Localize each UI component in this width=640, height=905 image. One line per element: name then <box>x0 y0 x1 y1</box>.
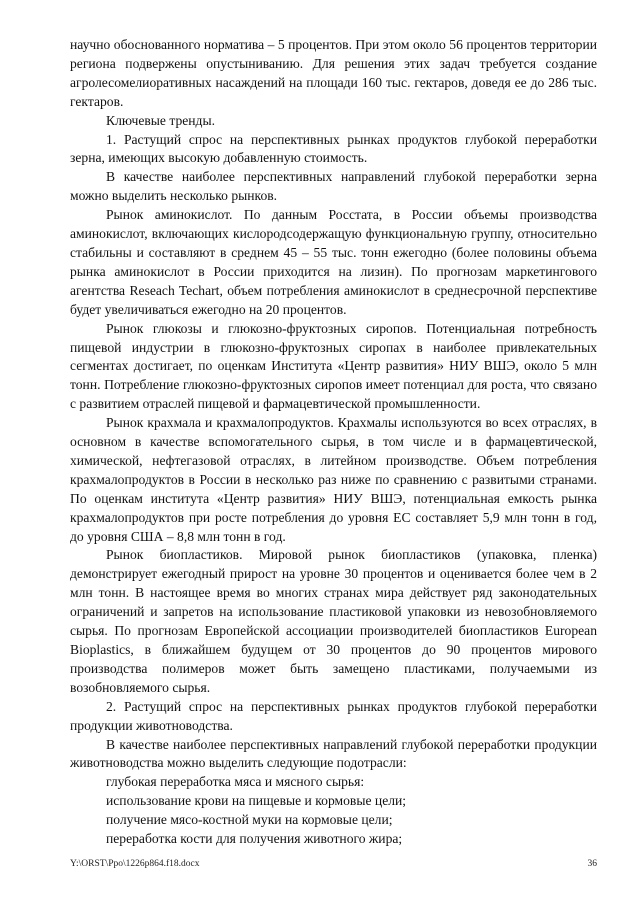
paragraph-grain-directions: В качестве наиболее перспективных направлений глубокой переработки зерна можно выделить несколько рынков. <box>70 169 597 204</box>
paragraph-trend-1: 1. Растущий спрос на перспективных рынках продуктов глубокой переработки зерна, имеющих высокую добавленную стоимость. <box>70 131 597 166</box>
file-path: Y:\ORST\Ppo\1226p864.f18.docx <box>70 859 200 869</box>
paragraph-continuation: научно обоснованного норматива – 5 процентов. При этом около 56 процентов территории региона подвержены опустыниванию. Для решения этих задач требуется создание агролесомелиоративных насаждений на площади 160 тыс. гектаров, доведя ее до 286 тыс. гектаров. <box>70 37 597 109</box>
list-item: использование крови на пищевые и кормовые цели; <box>106 793 407 809</box>
list-item: получение мясо-костной муки на кормовые цели; <box>106 812 393 828</box>
list-item: глубокая переработка мяса и мясного сырья: <box>106 774 365 790</box>
paragraph-trend-2: 2. Растущий спрос на перспективных рынках продуктов глубокой переработки продукции животноводства. <box>70 698 597 733</box>
list-item: переработка кости для получения животного жира; <box>106 831 403 847</box>
page-number: 36 <box>587 859 597 869</box>
document-body <box>70 36 597 849</box>
paragraph-livestock-directions: В качестве наиболее перспективных направлений глубокой переработки продукции животноводства можно выделить следующие подотрасли: <box>70 736 597 771</box>
paragraph-starch-market: Рынок крахмала и крахмалопродуктов. Крахмалы используются во всех отраслях, в основном в качестве вспомогательного сырья, в том числе и в фармацевтической, химической, нефтегазовой отраслях, в литейном производстве. Объем потребления крахмалопродуктов в России в несколько раз ниже по сравнению с развитыми странами. По оценкам института «Центр развития» НИУ ВШЭ, потенциальная емкость рынка крахмалопродуктов при росте потребления до уровня ЕС составляет 5,9 млн тонн в год, до уровня США – 8,8 млн тонн в год. <box>70 415 597 544</box>
paragraph-glucose-market: Рынок глюкозы и глюкозно-фруктозных сиропов. Потенциальная потребность пищевой индустрии в глюкозно-фруктозных сиропах в наиболее привлекательных сегментах достигает, по оценкам Института «Центр развития» НИУ ВШЭ, около 5 млн тонн. Потребление глюкозно-фруктозных сиропов имеет потенциал для роста, что связано с развитием отраслей пищевой и фармацевтической промышленности. <box>70 320 597 412</box>
paragraph-amino-acids-market: Рынок аминокислот. По данным Росстата, в России объемы производства аминокислот, включающих кислородсодержащую функциональную группу, относительно стабильны и составляют в среднем 45 – 55 тыс. тонн ежегодно (более половины объема рынка аминокислот в России приходится на лизин). По прогнозам маркетингового агентства Reseach Techart, объем потребления аминокислот в среднесрочной перспективе будет увеличиваться ежегодно на 20 процентов. <box>70 207 597 317</box>
paragraph-bioplastics-market: Рынок биопластиков. Мировой рынок биопластиков (упаковка, пленка) демонстрирует ежегодный прирост на уровне 30 процентов и оценивается более чем в 2 млн тонн. В настоящее время во многих странах мира действует ряд законодательных ограничений и запретов на использование пластиковой упаковки из невозобновляемого сырья. По прогнозам Европейской ассоциации производителей биопластиков European Bioplastics, в ближайшем будущем от 30 процентов до 90 процентов мирового производства полимеров может быть замещено пластиками, получаемыми из возобновляемого сырья. <box>70 547 597 695</box>
paragraph-key-trends: Ключевые тренды. <box>106 112 216 128</box>
